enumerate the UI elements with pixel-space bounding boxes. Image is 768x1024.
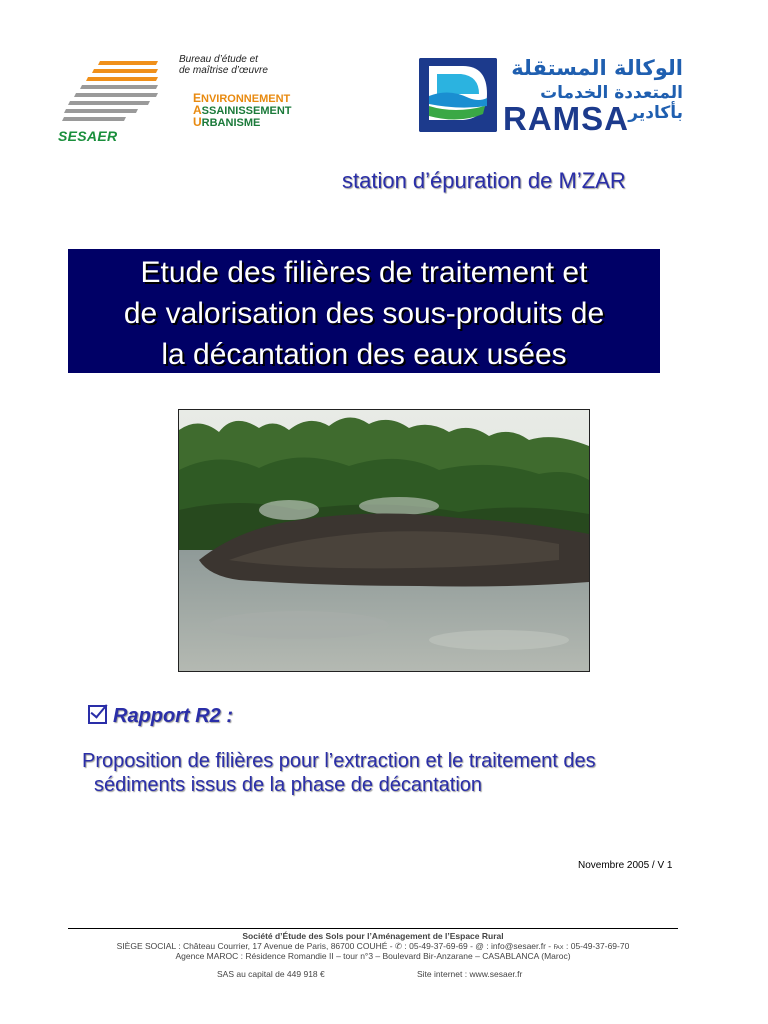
ramsa-name: RAMSA <box>503 100 629 137</box>
footer-head-office: SIÈGE SOCIAL : Château Courrier, 17 Avenue de Paris, 86700 COUHÉ - ✆ : 05-49-37-69-69 - @ : info@sesaer.fr - ℻ : 05-49-37-69-70 <box>116 941 630 951</box>
sludge-heap-photo <box>178 409 590 672</box>
main-title-line: la décantation des eaux usées <box>161 338 567 371</box>
domain-environnement: ENVIRONNEMENT <box>193 91 291 105</box>
ramsa-arabic-subtitle: المتعددة الخدمات بأكادير <box>540 83 683 123</box>
date-version: Novembre 2005 / V 1 <box>578 860 673 871</box>
sesaer-tagline: de maîtrise d’œuvre <box>179 65 268 76</box>
report-label: Rapport R2 : <box>113 705 233 727</box>
domain-assainissement: ASSAINISSEMENT <box>193 103 292 117</box>
footer-agency: Agence MAROC : Résidence Romandie II – tour n°3 – Boulevard Bir-Anzarane – CASABLANCA (Maroc) <box>175 951 571 961</box>
report-description: Proposition de filières pour l’extraction et le traitement des <box>82 750 596 772</box>
main-title <box>68 252 660 375</box>
domain-urbanisme: URBANISME <box>193 115 261 129</box>
checkbox-checked-icon <box>88 705 107 724</box>
station-title: station d’épuration de M’ZAR <box>342 168 626 193</box>
report-description: sédiments issus de la phase de décantation <box>94 774 483 796</box>
footer-company-name: Société d’Étude des Sols pour l’Aménagement de l’Espace Rural <box>242 931 504 941</box>
ramsa-logo-icon <box>419 58 497 132</box>
footer-capital: SAS au capital de 449 918 € <box>217 969 325 979</box>
sesaer-name: SESAER <box>58 128 118 144</box>
footer-divider <box>68 928 678 929</box>
sesaer-tagline: Bureau d’étude et <box>179 54 258 65</box>
main-title-line: de valorisation des sous-produits de <box>123 297 605 330</box>
main-title-line: Etude des filières de traitement et <box>140 256 588 289</box>
ramsa-arabic-name: الوكالة المستقلة <box>511 56 683 80</box>
footer-website: Site internet : www.sesaer.fr <box>417 969 523 979</box>
report-heading <box>88 703 233 728</box>
